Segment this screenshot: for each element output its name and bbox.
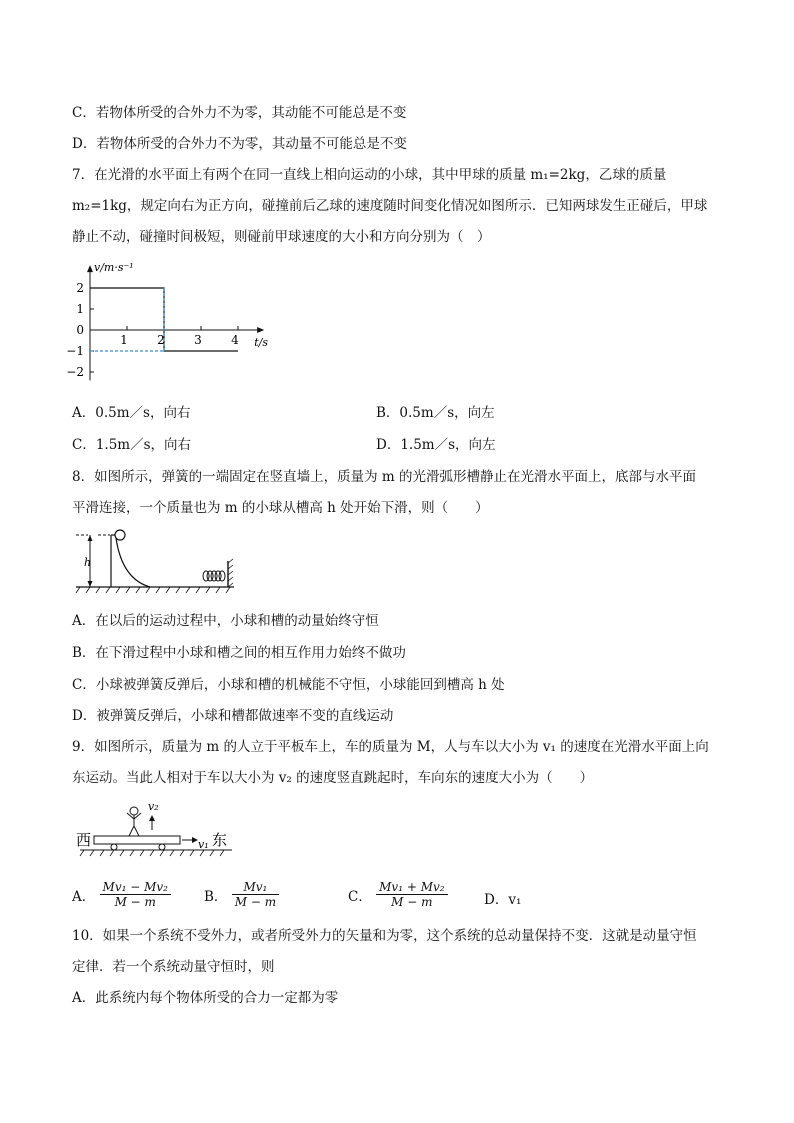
y-tick-label: −2 bbox=[66, 365, 84, 379]
q9-option-a: A． $\frac{\text{Mv₁ − Mv₂}}{M - m}$ bbox=[72, 880, 171, 909]
q10-stem-line-1: 10．如果一个系统不受外力，或者所受外力的矢量和为零，这个系统的总动量保持不变．这就是动量守恒 bbox=[72, 928, 697, 944]
y-axis-arrow bbox=[87, 265, 93, 272]
q9-stem-line-2: 东运动。当此人相对于车以大小为 v₂ 的速度竖直跳起时，车向东的速度大小为（ ） bbox=[72, 770, 594, 786]
x-axis-arrow bbox=[257, 327, 264, 333]
q7-stem-line-3: 静止不动，碰撞时间极短，则碰前甲球速度的大小和方向分别为（ ） bbox=[72, 229, 491, 245]
q6-option-d: D．若物体所受的合外力不为零，其动量不可能总是不变 bbox=[72, 136, 407, 152]
arc-slot bbox=[116, 538, 150, 587]
velocity-time-chart bbox=[60, 255, 280, 395]
y-tick-label: −1 bbox=[66, 344, 84, 358]
x-tick-label: 4 bbox=[231, 333, 239, 347]
x-tick-label: 1 bbox=[120, 333, 128, 347]
arc-slot-figure bbox=[70, 527, 240, 599]
x-axis-label: t/s bbox=[254, 336, 268, 349]
q7-option-c: C．1.5m／s，向右 bbox=[72, 437, 192, 453]
q9-stem-line-1: 9．如图所示，质量为 m 的人立于平板车上，车的质量为 M，人与车以大小为 v₁ 的速度在光滑水平面上向 bbox=[72, 739, 709, 755]
q9-option-d: D．v₁ bbox=[484, 892, 522, 908]
cart-board bbox=[94, 836, 180, 844]
west-label: 西 bbox=[76, 831, 92, 849]
v2-label: v₂ bbox=[148, 800, 159, 813]
q9-option-b: B． $\frac{\text{Mv₁}}{M - m}$ bbox=[204, 880, 279, 909]
q7-option-d: D．1.5m／s，向左 bbox=[376, 437, 496, 453]
spring bbox=[203, 571, 225, 581]
cart-figure bbox=[72, 798, 242, 864]
q10-stem-line-2: 定律．若一个系统动量守恒时，则 bbox=[72, 959, 275, 975]
q8-option-c: C．小球被弹簧反弹后，小球和槽的机械能不守恒，小球能回到槽高 h 处 bbox=[72, 677, 505, 693]
q9-option-c: C． $\frac{\text{Mv₁ + Mv₂}}{M - m}$ bbox=[348, 880, 448, 909]
q7-option-a: A．0.5m／s，向右 bbox=[72, 405, 191, 421]
height-label: h bbox=[84, 556, 92, 569]
y-tick-label: 0 bbox=[76, 323, 84, 337]
y-tick-label: 2 bbox=[76, 281, 84, 295]
q9-options bbox=[72, 874, 732, 918]
q7-stem-line-2: m₂=1kg，规定向右为正方向，碰撞前后乙球的速度随时间变化情况如图所示．已知两球发生正碰后，甲球 bbox=[72, 198, 708, 214]
y-axis-label: v/m·s⁻¹ bbox=[94, 261, 134, 275]
q8-stem-line-1: 8．如图所示，弹簧的一端固定在竖直墙上，质量为 m 的光滑弧形槽静止在光滑水平面上，底部与水平面 bbox=[72, 469, 696, 485]
q7-option-b: B．0.5m／s，向左 bbox=[376, 405, 495, 421]
q10-option-a: A．此系统内每个物体所受的合力一定都为零 bbox=[72, 990, 339, 1006]
x-tick-label: 3 bbox=[194, 333, 202, 347]
person-head bbox=[130, 807, 138, 815]
q8-stem-line-2: 平滑连接，一个质量也为 m 的小球从槽高 h 处开始下滑，则（ ） bbox=[72, 500, 489, 516]
q8-option-d: D．被弹簧反弹后，小球和槽都做速率不变的直线运动 bbox=[72, 708, 394, 724]
q8-option-a: A．在以后的运动过程中，小球和槽的动量始终守恒 bbox=[72, 613, 379, 629]
east-label: 东 bbox=[212, 831, 228, 849]
q8-option-b: B．在下滑过程中小球和槽之间的相互作用力始终不做功 bbox=[72, 645, 406, 661]
y-tick-label: 1 bbox=[76, 302, 84, 316]
q6-option-c: C．若物体所受的合外力不为零，其动能不可能总是不变 bbox=[72, 105, 407, 121]
q7-stem-line-1: 7．在光滑的水平面上有两个在同一直线上相向运动的小球，其中甲球的质量 m₁=2kg，乙球的质量 bbox=[72, 167, 667, 183]
x-tick-label: 2 bbox=[157, 333, 165, 347]
v1-label: v₁ bbox=[198, 838, 209, 851]
